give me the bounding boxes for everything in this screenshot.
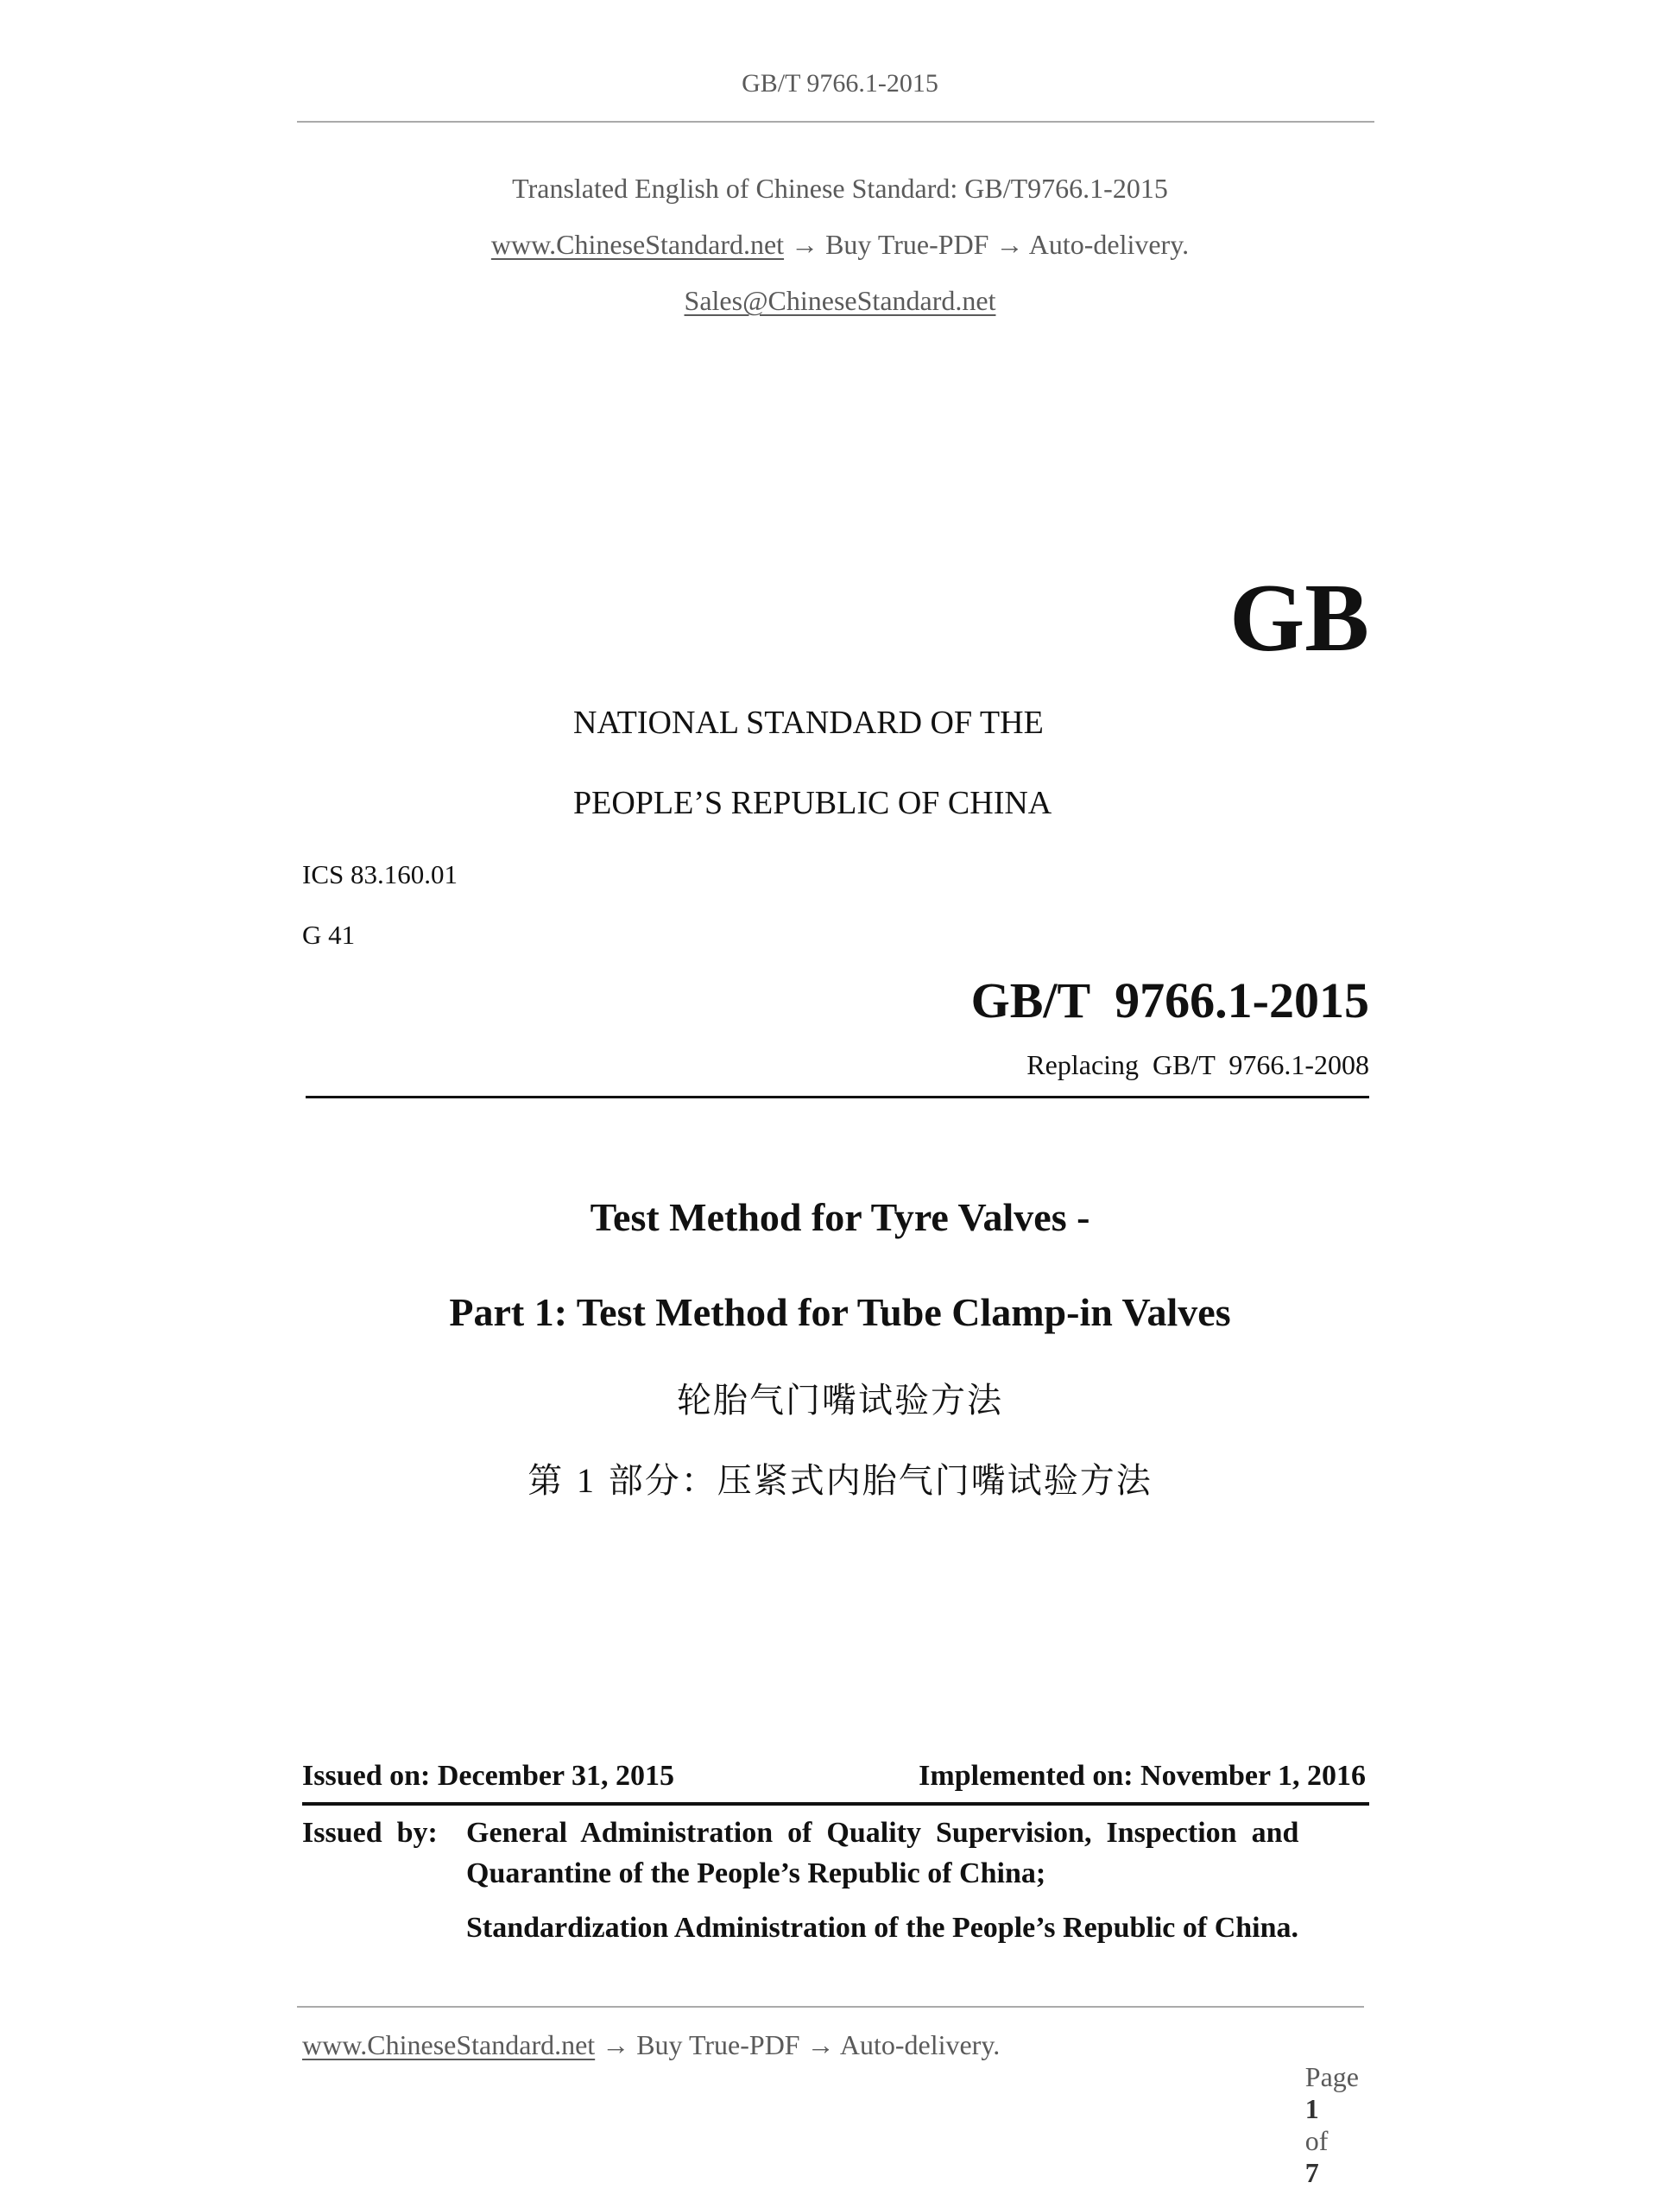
sales-email-row [0,285,1680,317]
translation-notice: Translated English of Chinese Standard: GB/T9766.1-2015 [512,173,1168,204]
footer-divider [297,2006,1364,2008]
buy-true-pdf-text: Buy True-PDF [825,229,989,260]
ics-code: ICS 83.160.01 [302,859,458,889]
issued-by-line2: Quarantine of the People’s Republic of China; [466,1857,1046,1889]
footer-purchase-line [302,2029,1000,2061]
footer-site-link[interactable]: www.ChineseStandard.net [302,2029,596,2060]
page-total: 7 [1304,2157,1319,2188]
standard-number: GB/T 9766.1-2015 [970,972,1369,1028]
dates-divider [302,1802,1369,1806]
title-cn-line2 [0,1453,1680,1503]
page-current: 1 [1304,2093,1319,2124]
arrow-right-icon: → [995,229,1024,260]
arrow-right-icon: → [791,229,819,260]
page-label: Page [1304,2061,1359,2092]
issued-by-label: Issued by: [302,1817,438,1849]
footer-auto-delivery-text: Auto-delivery. [839,2029,1001,2060]
title-cn-line2-prefix: 第 [527,1461,565,1501]
title-en-line2: Part 1: Test Method for Tube Clamp-in Valves [449,1290,1231,1334]
sales-email-link[interactable]: Sales@ChineseStandard.net [684,285,996,316]
ccs-code: G 41 [302,920,356,950]
title-cn-line2-number: 1 [577,1461,596,1500]
page-of-label: of [1304,2125,1329,2156]
footer-buy-true-pdf-text: Buy True-PDF [636,2029,800,2060]
replacing-standard: Replacing GB/T 9766.1-2008 [1026,1049,1369,1080]
implemented-on-date: Implemented on: November 1, 2016 [919,1760,1366,1792]
issued-by-line3: Standardization Administration of the People’s Republic of China. [466,1912,1299,1944]
title-en-line1: Test Method for Tyre Valves - [590,1195,1090,1239]
title-divider [306,1096,1369,1098]
gb-logo: GB [1229,565,1369,672]
arrow-right-icon: → [602,2029,630,2060]
page-indicator [1292,2029,1359,2189]
purchase-line [0,229,1680,261]
arrow-right-icon: → [806,2029,835,2060]
title-cn-line1: 轮胎气门嘴试验方法 [677,1381,1003,1420]
header-divider [297,121,1374,123]
auto-delivery-text: Auto-delivery. [1028,229,1190,260]
running-header-title: GB/T 9766.1-2015 [742,69,938,98]
issued-by-line1: General Administration of Quality Supervision, Inspection and [466,1817,1299,1849]
national-standard-line1: NATIONAL STANDARD OF THE [573,705,1044,741]
site-link[interactable]: www.ChineseStandard.net [490,229,785,260]
title-cn-line2-rest: 部分：压紧式内胎气门嘴试验方法 [608,1461,1153,1501]
national-standard-line2: PEOPLE’S REPUBLIC OF CHINA [573,785,1052,821]
issued-on-date: Issued on: December 31, 2015 [302,1760,674,1792]
